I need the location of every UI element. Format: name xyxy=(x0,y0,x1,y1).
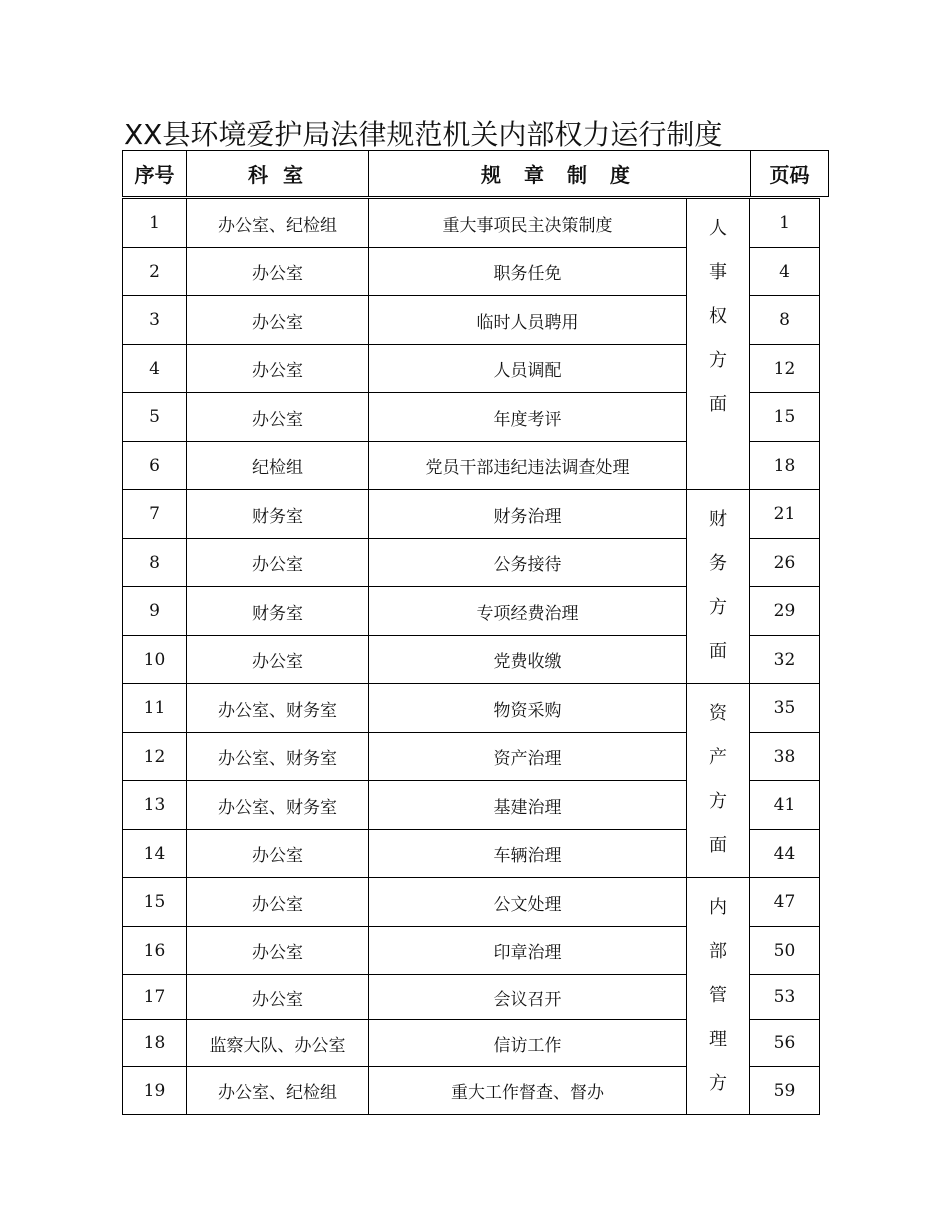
row-rule: 职务任免 xyxy=(369,248,687,296)
category-char: 资 xyxy=(709,703,727,724)
table-row xyxy=(123,199,820,248)
row-index: 7 xyxy=(123,490,187,539)
row-index: 3 xyxy=(123,296,187,345)
category-char: 事 xyxy=(709,262,727,283)
row-rule: 资产治理 xyxy=(369,733,687,781)
category-cell xyxy=(687,199,750,490)
category-char: 产 xyxy=(709,747,727,768)
row-page: 38 xyxy=(750,733,820,781)
row-page: 21 xyxy=(750,490,820,539)
category-char: 部 xyxy=(709,941,727,962)
row-index: 11 xyxy=(123,684,187,733)
row-dept: 办公室 xyxy=(187,636,369,684)
category-char: 财 xyxy=(709,509,727,530)
row-rule: 信访工作 xyxy=(369,1020,687,1067)
row-rule: 物资采购 xyxy=(369,684,687,733)
header-rule: 规 章 制 度 xyxy=(481,163,638,187)
row-page: 1 xyxy=(750,199,820,248)
table-row xyxy=(123,490,820,539)
row-rule: 专项经费治理 xyxy=(369,587,687,636)
row-rule: 公务接待 xyxy=(369,539,687,587)
row-dept: 办公室 xyxy=(187,393,369,442)
row-dept: 办公室、财务室 xyxy=(187,684,369,733)
row-index: 18 xyxy=(123,1020,187,1067)
row-dept: 财务室 xyxy=(187,587,369,636)
category-char: 面 xyxy=(709,394,727,415)
document-title: XX县环境爱护局法律规范机关内部权力运行制度 xyxy=(124,118,723,151)
row-rule: 印章治理 xyxy=(369,927,687,975)
table-header xyxy=(122,150,829,197)
row-dept: 财务室 xyxy=(187,490,369,539)
row-index: 19 xyxy=(123,1067,187,1115)
category-char: 面 xyxy=(709,641,727,662)
category-char: 方 xyxy=(709,1073,727,1094)
row-dept: 办公室 xyxy=(187,345,369,393)
row-rule: 重大工作督查、督办 xyxy=(369,1067,687,1115)
row-index: 12 xyxy=(123,733,187,781)
row-rule: 基建治理 xyxy=(369,781,687,830)
table-row xyxy=(123,684,820,733)
row-index: 15 xyxy=(123,878,187,927)
row-dept: 办公室 xyxy=(187,927,369,975)
row-dept: 办公室、纪检组 xyxy=(187,199,369,248)
category-char: 方 xyxy=(709,791,727,812)
category-char: 人 xyxy=(709,218,727,239)
row-dept: 办公室 xyxy=(187,878,369,927)
row-index: 10 xyxy=(123,636,187,684)
row-index: 9 xyxy=(123,587,187,636)
header-dept: 科 室 xyxy=(248,163,307,187)
table-row xyxy=(123,878,820,927)
row-dept: 办公室、财务室 xyxy=(187,781,369,830)
row-rule: 财务治理 xyxy=(369,490,687,539)
row-page: 53 xyxy=(750,975,820,1020)
category-cell xyxy=(687,878,750,1115)
row-index: 16 xyxy=(123,927,187,975)
row-page: 47 xyxy=(750,878,820,927)
row-rule: 重大事项民主决策制度 xyxy=(369,199,687,248)
row-dept: 办公室 xyxy=(187,830,369,878)
row-index: 5 xyxy=(123,393,187,442)
row-index: 14 xyxy=(123,830,187,878)
row-dept: 办公室 xyxy=(187,539,369,587)
row-dept: 办公室、纪检组 xyxy=(187,1067,369,1115)
row-index: 1 xyxy=(123,199,187,248)
row-page: 4 xyxy=(750,248,820,296)
row-page: 41 xyxy=(750,781,820,830)
category-char: 方 xyxy=(709,350,727,371)
row-dept: 办公室 xyxy=(187,296,369,345)
category-char: 务 xyxy=(709,553,727,574)
row-page: 44 xyxy=(750,830,820,878)
row-page: 15 xyxy=(750,393,820,442)
header-index: 序号 xyxy=(134,163,175,187)
row-rule: 人员调配 xyxy=(369,345,687,393)
row-page: 29 xyxy=(750,587,820,636)
row-dept: 办公室 xyxy=(187,975,369,1020)
row-dept: 监察大队、办公室 xyxy=(187,1020,369,1067)
row-page: 59 xyxy=(750,1067,820,1115)
row-page: 35 xyxy=(750,684,820,733)
category-char: 方 xyxy=(709,597,727,618)
category-char: 面 xyxy=(709,835,727,856)
row-index: 17 xyxy=(123,975,187,1020)
row-index: 2 xyxy=(123,248,187,296)
category-cell xyxy=(687,684,750,878)
row-rule: 会议召开 xyxy=(369,975,687,1020)
row-page: 56 xyxy=(750,1020,820,1067)
category-cell xyxy=(687,490,750,684)
row-page: 26 xyxy=(750,539,820,587)
row-page: 8 xyxy=(750,296,820,345)
row-rule: 车辆治理 xyxy=(369,830,687,878)
row-index: 6 xyxy=(123,442,187,490)
rules-table xyxy=(122,198,820,1115)
row-rule: 党费收缴 xyxy=(369,636,687,684)
row-index: 8 xyxy=(123,539,187,587)
category-char: 内 xyxy=(709,897,727,918)
row-dept: 办公室、财务室 xyxy=(187,733,369,781)
row-index: 13 xyxy=(123,781,187,830)
category-char: 理 xyxy=(709,1029,727,1050)
row-rule: 年度考评 xyxy=(369,393,687,442)
row-rule: 临时人员聘用 xyxy=(369,296,687,345)
row-dept: 纪检组 xyxy=(187,442,369,490)
row-dept: 办公室 xyxy=(187,248,369,296)
row-page: 12 xyxy=(750,345,820,393)
row-rule: 党员干部违纪违法调查处理 xyxy=(369,442,687,490)
row-rule: 公文处理 xyxy=(369,878,687,927)
category-char: 权 xyxy=(709,306,727,327)
category-char: 管 xyxy=(709,985,727,1006)
row-page: 32 xyxy=(750,636,820,684)
row-page: 50 xyxy=(750,927,820,975)
header-page: 页码 xyxy=(769,163,810,187)
row-page: 18 xyxy=(750,442,820,490)
row-index: 4 xyxy=(123,345,187,393)
